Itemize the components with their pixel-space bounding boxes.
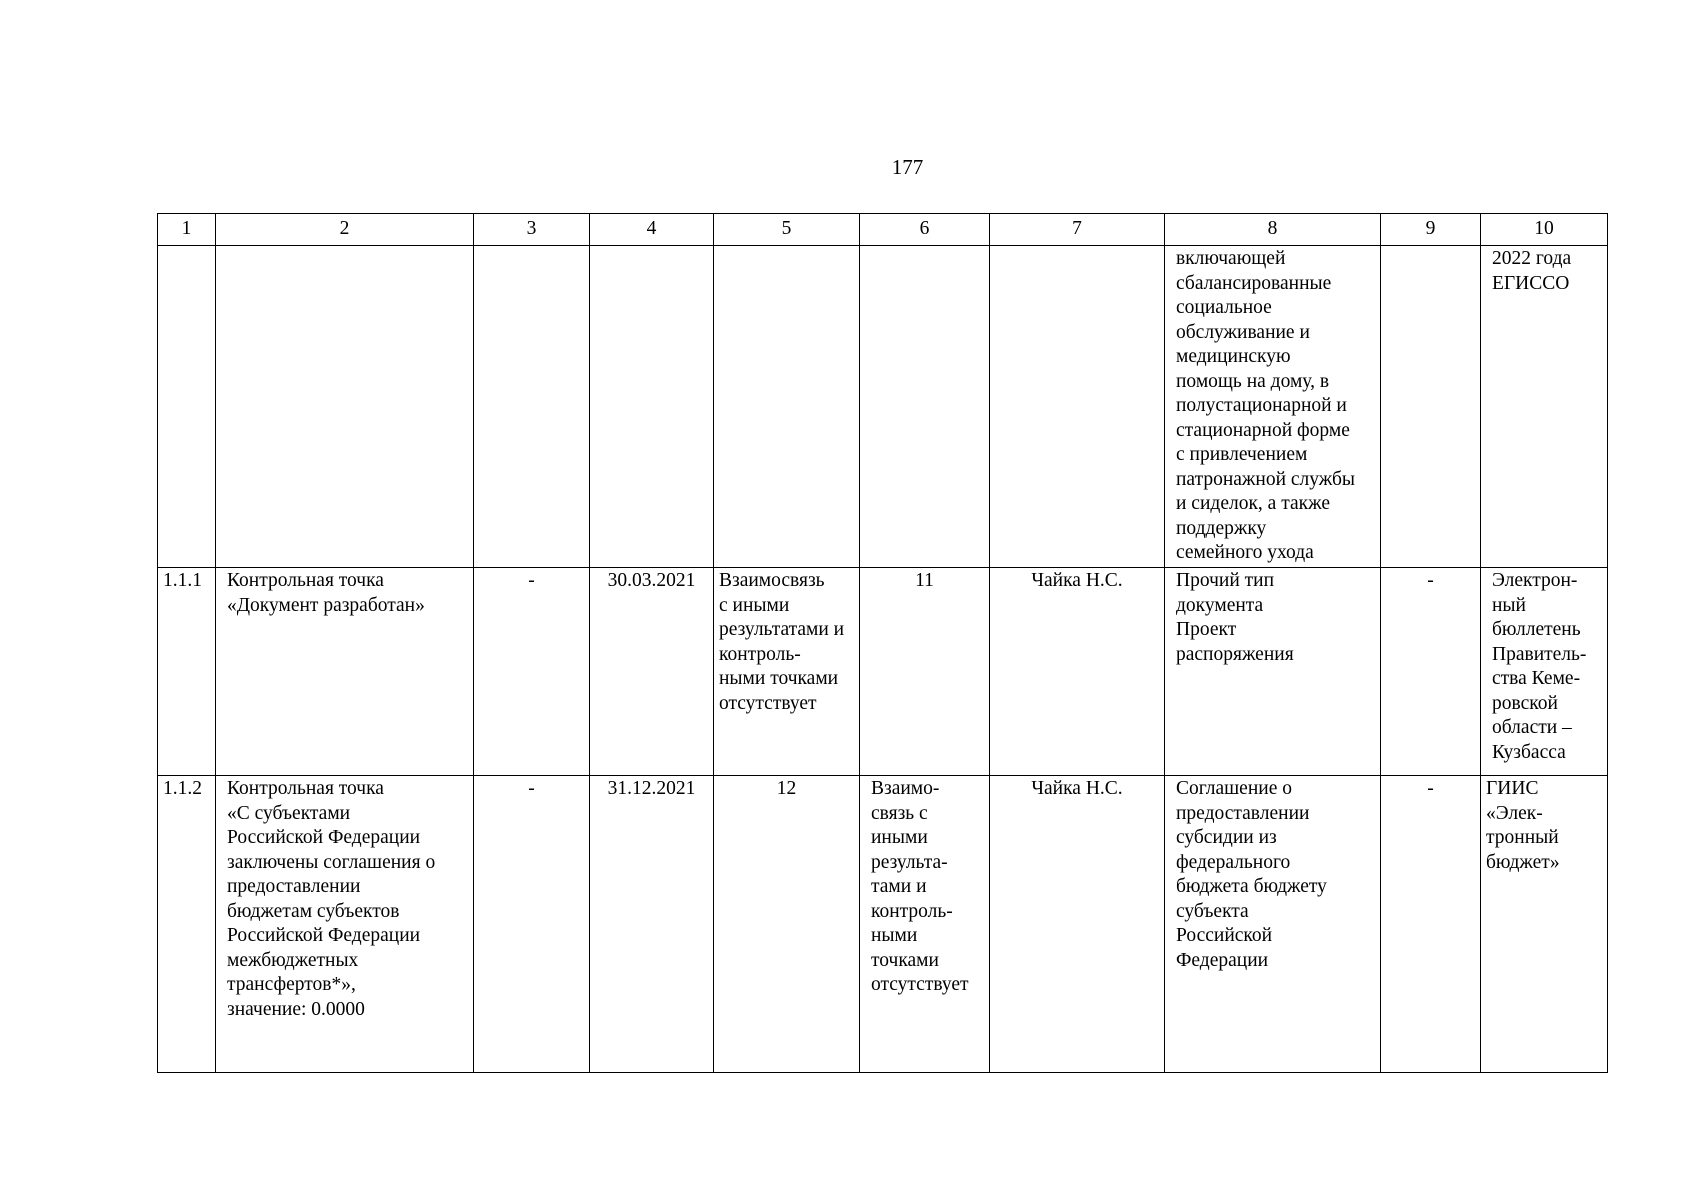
table-row — [158, 776, 1608, 1073]
cell-col5 — [714, 246, 860, 568]
cell-document: Соглашение о предоставлении субсидии из федерального бюджета бюджету субъекта Российской Федерации — [1165, 776, 1381, 1073]
cell-col9: - — [1381, 776, 1481, 1073]
table-row — [158, 568, 1608, 776]
cell-col9 — [1381, 246, 1481, 568]
cell-col6: Взаимо- связь с иными результа- тами и контроль- ными точками отсутствует — [860, 776, 990, 1073]
column-header: 9 — [1381, 214, 1481, 246]
data-table — [157, 213, 1608, 1073]
cell-name: Контрольная точка «С субъектами Российской Федерации заключены соглашения о предоставлении бюджетам субъектов Российской Федерации межбюджетных трансфертов*», значение: 0.0000 — [216, 776, 474, 1073]
column-header: 1 — [158, 214, 216, 246]
cell-system: 2022 года ЕГИССО — [1481, 246, 1608, 568]
cell-col5: Взаимосвязь с иными результатами и контроль- ными точками отсутствует — [714, 568, 860, 776]
page-number: 177 — [891, 155, 924, 179]
cell-responsible: Чайка Н.С. — [990, 776, 1165, 1073]
cell-col3 — [474, 246, 590, 568]
cell-date: 31.12.2021 — [590, 776, 714, 1073]
cell-col6 — [860, 246, 990, 568]
cell-system: ГИИС «Элек- тронный бюджет» — [1481, 776, 1608, 1073]
cell-name — [216, 246, 474, 568]
cell-document: Прочий тип документа Проект распоряжения — [1165, 568, 1381, 776]
cell-document: включающей сбалансированные социальное обслуживание и медицинскую помощь на дому, в полустационарной и стационарной форме с привлечением патронажной службы и сиделок, а также поддержку семейного ухода — [1165, 246, 1381, 568]
cell-col9: - — [1381, 568, 1481, 776]
column-header: 10 — [1481, 214, 1608, 246]
cell-col3: - — [474, 568, 590, 776]
cell-col6: 11 — [860, 568, 990, 776]
cell-name: Контрольная точка «Документ разработан» — [216, 568, 474, 776]
cell-date — [590, 246, 714, 568]
cell-number: 1.1.2 — [158, 776, 216, 1073]
cell-col5: 12 — [714, 776, 860, 1073]
cell-responsible: Чайка Н.С. — [990, 568, 1165, 776]
cell-number: 1.1.1 — [158, 568, 216, 776]
column-header: 7 — [990, 214, 1165, 246]
cell-responsible — [990, 246, 1165, 568]
cell-col3: - — [474, 776, 590, 1073]
column-header: 6 — [860, 214, 990, 246]
cell-system: Электрон- ный бюллетень Правитель- ства Кеме- ровской области – Кузбасса — [1481, 568, 1608, 776]
column-header: 5 — [714, 214, 860, 246]
column-header: 4 — [590, 214, 714, 246]
table-header-row — [158, 214, 1608, 246]
cell-date: 30.03.2021 — [590, 568, 714, 776]
cell-number — [158, 246, 216, 568]
column-header: 3 — [474, 214, 590, 246]
column-header: 8 — [1165, 214, 1381, 246]
column-header: 2 — [216, 214, 474, 246]
table-row — [158, 246, 1608, 568]
